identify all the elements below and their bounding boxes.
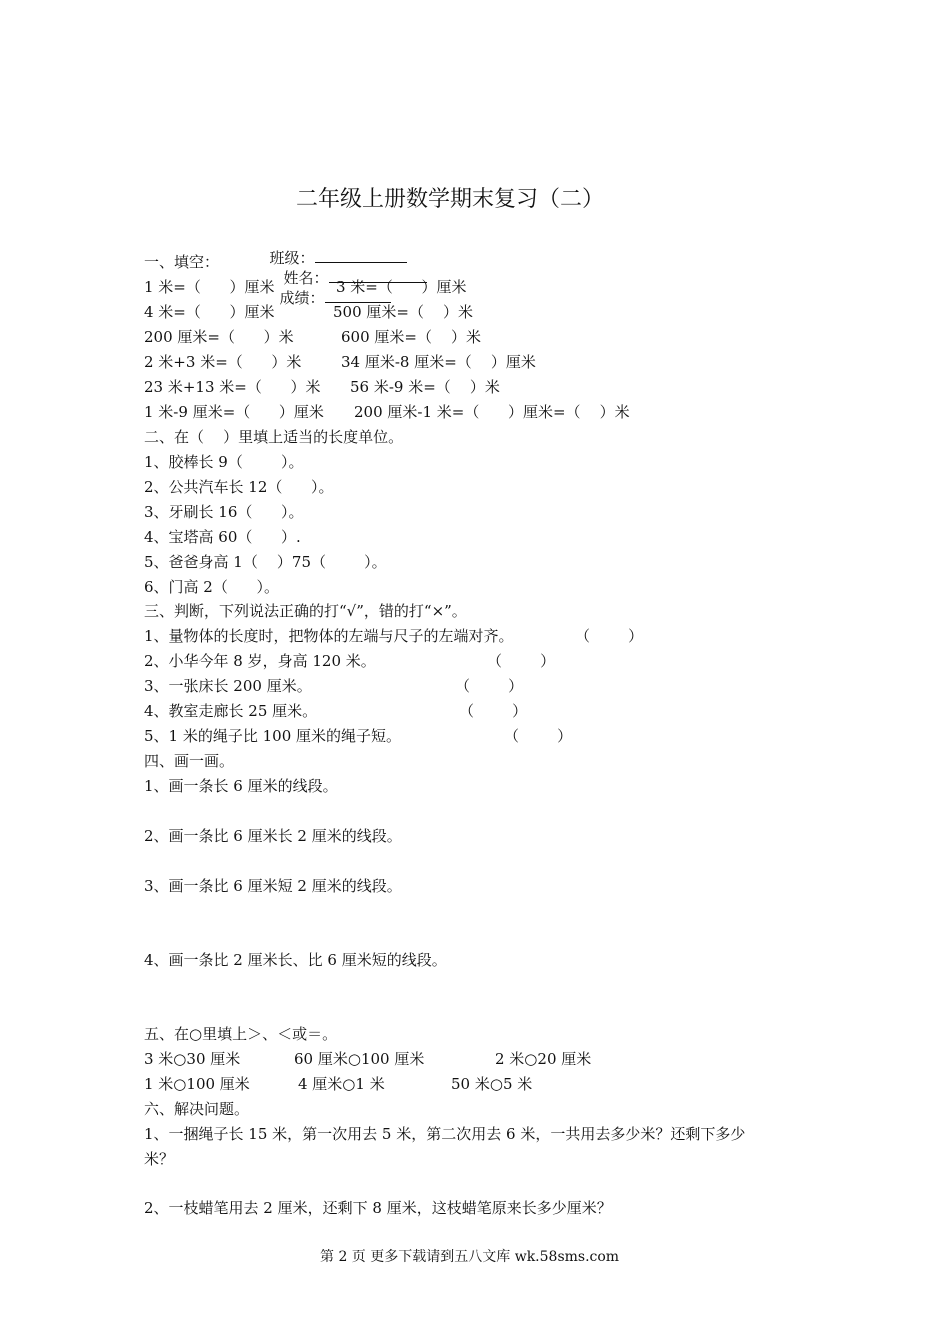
s1-row6-col1: 1 米-9 厘米=（ ）厘米 xyxy=(144,403,324,421)
s1-row3-col2: 600 厘米=（ ）米 xyxy=(341,328,482,346)
section-1-heading: 一、填空： xyxy=(144,253,220,271)
s6-q2: 2、一枝蜡笔用去 2 厘米，还剩下 8 厘米，这枝蜡笔原来长多少厘米？ xyxy=(144,1199,612,1217)
s3-item-4-paren: （ ） xyxy=(459,702,528,720)
s4-item-2: 2、画一条比 6 厘米长 2 厘米的线段。 xyxy=(144,827,402,845)
s2-item-3: 3、牙刷长 16（ ）。 xyxy=(144,503,304,521)
s2-item-6: 6、门高 2（ ）。 xyxy=(144,578,279,596)
class-field[interactable] xyxy=(315,248,407,263)
s3-item-5-text: 5、1 米的绳子比 100 厘米的绳子短。 xyxy=(144,727,402,745)
s3-item-1-text: 1、量物体的长度时，把物体的左端与尺子的左端对齐。 xyxy=(144,627,514,645)
s1-row6-col2: 200 厘米-1 米=（ ）厘米=（ ）米 xyxy=(354,403,630,421)
s2-item-2: 2、公共汽车长 12（ ）。 xyxy=(144,478,334,496)
s2-item-5: 5、爸爸身高 1（ ）75（ ）。 xyxy=(144,553,387,571)
s6-q1-line1: 1、一捆绳子长 15 米，第一次用去 5 米，第二次用去 6 米，一共用去多少米？还剩下多少 xyxy=(144,1125,746,1143)
section-6-heading: 六、解决问题。 xyxy=(144,1100,250,1118)
s1-row2-col2: 500 厘米=（ ）米 xyxy=(333,303,474,321)
s1-row5-col2: 56 米-9 米=（ ）米 xyxy=(350,378,500,396)
s3-item-5-paren: （ ） xyxy=(504,727,573,745)
s6-q1-line2: 米？ xyxy=(144,1150,175,1168)
s1-row1-col1: 1 米=（ ）厘米 xyxy=(144,278,275,296)
page-footer: 第 2 页 更多下载请到五八文库 wk.58sms.com xyxy=(320,1249,620,1265)
s1-row2-col1: 4 米=（ ）厘米 xyxy=(144,303,275,321)
s1-row5-col1: 23 米+13 米=（ ）米 xyxy=(144,378,321,396)
s5-row2-col2: 4 厘米○1 米 xyxy=(298,1075,385,1093)
section-4-heading: 四、画一画。 xyxy=(144,752,235,770)
s5-row1-col1: 3 米○30 厘米 xyxy=(144,1050,241,1068)
s5-row1-col2: 60 厘米○100 厘米 xyxy=(294,1050,425,1068)
s1-row4-col2: 34 厘米-8 厘米=（ ）厘米 xyxy=(341,353,536,371)
s3-item-1-paren: （ ） xyxy=(575,627,644,645)
s5-row1-col3: 2 米○20 厘米 xyxy=(495,1050,592,1068)
section-2-heading: 二、在（ ）里填上适当的长度单位。 xyxy=(144,428,404,446)
s3-item-3-paren: （ ） xyxy=(455,677,524,695)
s1-row4-col1: 2 米+3 米=（ ）米 xyxy=(144,353,302,371)
s3-item-4-text: 4、教室走廊长 25 厘米。 xyxy=(144,702,318,720)
s3-item-2-paren: （ ） xyxy=(487,652,556,670)
s5-row2-col3: 50 米○5 米 xyxy=(451,1075,533,1093)
s4-item-3: 3、画一条比 6 厘米短 2 厘米的线段。 xyxy=(144,877,402,895)
s2-item-1: 1、胶棒长 9（ ）。 xyxy=(144,453,304,471)
s5-row2-col1: 1 米○100 厘米 xyxy=(144,1075,250,1093)
section-5-heading: 五、在○里填上＞、＜或＝。 xyxy=(144,1025,338,1043)
score-label: 成绩： xyxy=(279,289,325,307)
s2-item-4: 4、宝塔高 60（ ）. xyxy=(144,528,301,546)
s4-item-4: 4、画一条比 2 厘米长、比 6 厘米短的线段。 xyxy=(144,951,447,969)
s3-item-2-text: 2、小华今年 8 岁，身高 120 米。 xyxy=(144,652,376,670)
page-title: 二年级上册数学期末复习（二） xyxy=(296,187,605,212)
s4-item-1: 1、画一条长 6 厘米的线段。 xyxy=(144,777,338,795)
class-label: 班级： xyxy=(269,249,315,267)
s1-row1-col2: 3 米=（ ）厘米 xyxy=(336,278,467,296)
name-label: 姓名： xyxy=(283,269,329,287)
section-3-heading: 三、判断，下列说法正确的打“√”，错的打“×”。 xyxy=(144,602,467,620)
s1-row3-col1: 200 厘米=（ ）米 xyxy=(144,328,294,346)
s3-item-3-text: 3、一张床长 200 厘米。 xyxy=(144,677,312,695)
